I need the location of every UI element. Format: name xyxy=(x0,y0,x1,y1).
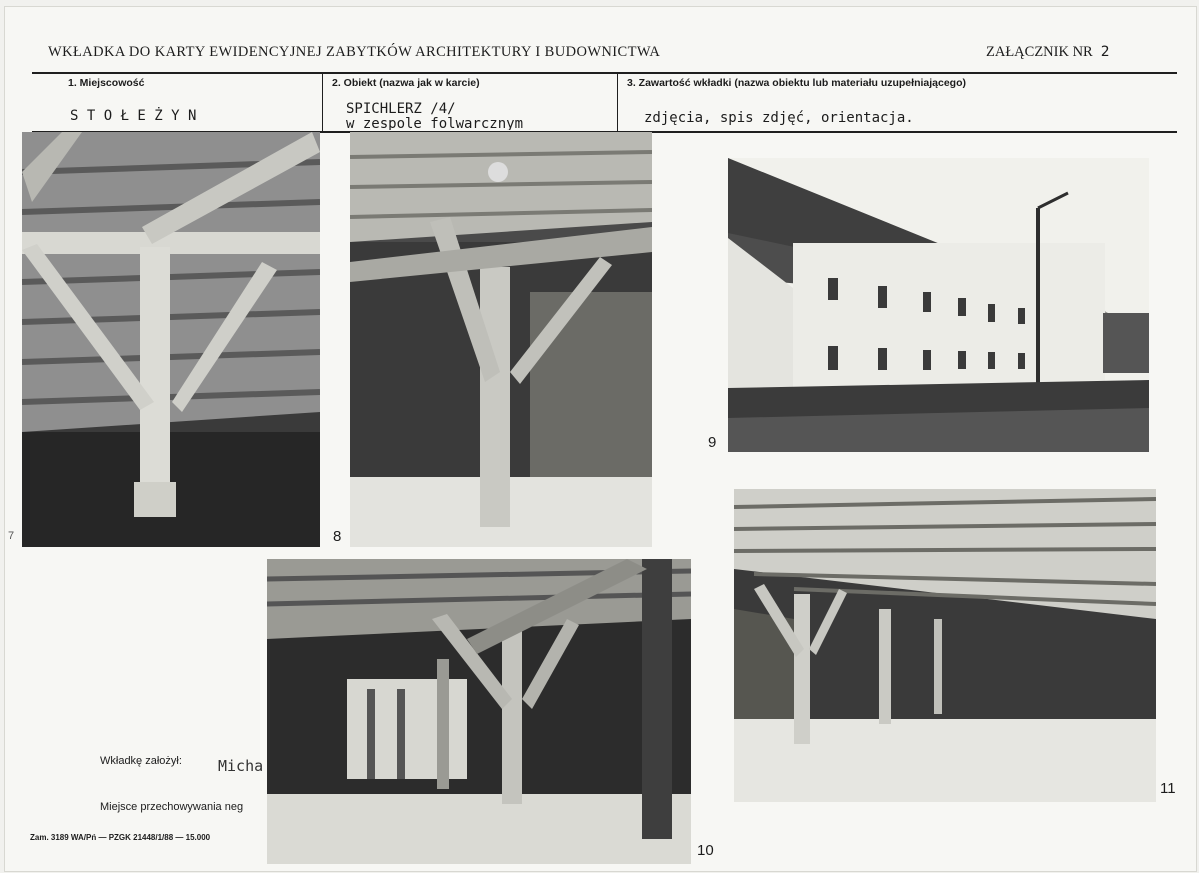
photo-number-7: 7 xyxy=(8,530,15,542)
object-value-line2: w zespole folwarcznym xyxy=(346,116,524,130)
attachment-number xyxy=(986,44,1109,61)
document-title: WKŁADKA DO KARTY EWIDENCYJNEJ ZABYTKÓW ARCHITEKTURY I BUDOWNICTWA xyxy=(48,44,661,60)
photo-number-8: 8 xyxy=(333,528,342,545)
photo-granary-posts xyxy=(267,559,691,864)
storage-label: Miejsce przechowywania neg xyxy=(100,801,244,813)
contents-label: 3. Zawartość wkładki (nazwa obiektu lub materiału uzupełniającego) xyxy=(627,77,966,89)
object-value-line1: SPICHLERZ /4/ xyxy=(346,101,456,117)
photo-granary-hall xyxy=(734,489,1156,802)
contents-value: zdjęcia, spis zdjęć, orientacja. xyxy=(644,110,914,126)
object-label: 2. Obiekt (nazwa jak w karcie) xyxy=(332,77,480,89)
photo-number-11: 11 xyxy=(1160,780,1176,797)
attachment-label: ZAŁĄCZNIK NR xyxy=(986,44,1093,60)
field-divider-1 xyxy=(322,74,323,132)
created-by-value: Micha xyxy=(218,757,264,775)
photo-number-9: 9 xyxy=(708,434,717,451)
photo-granary-post xyxy=(350,132,652,547)
created-by-label: Wkładkę założył: xyxy=(100,755,182,767)
photo-granary-exterior xyxy=(728,158,1149,452)
photo-attic-truss xyxy=(22,132,320,547)
locality-value: S T O Ł E Ż Y N xyxy=(70,108,197,124)
header-rule xyxy=(32,72,1177,74)
print-info: Zam. 3189 WA/Pń — PZGK 21448/1/88 — 15.000 xyxy=(30,833,211,842)
field-divider-2 xyxy=(617,74,618,132)
attachment-value: 2 xyxy=(1100,44,1110,60)
photo-number-10: 10 xyxy=(697,842,714,859)
locality-label: 1. Miejscowość xyxy=(68,77,145,89)
